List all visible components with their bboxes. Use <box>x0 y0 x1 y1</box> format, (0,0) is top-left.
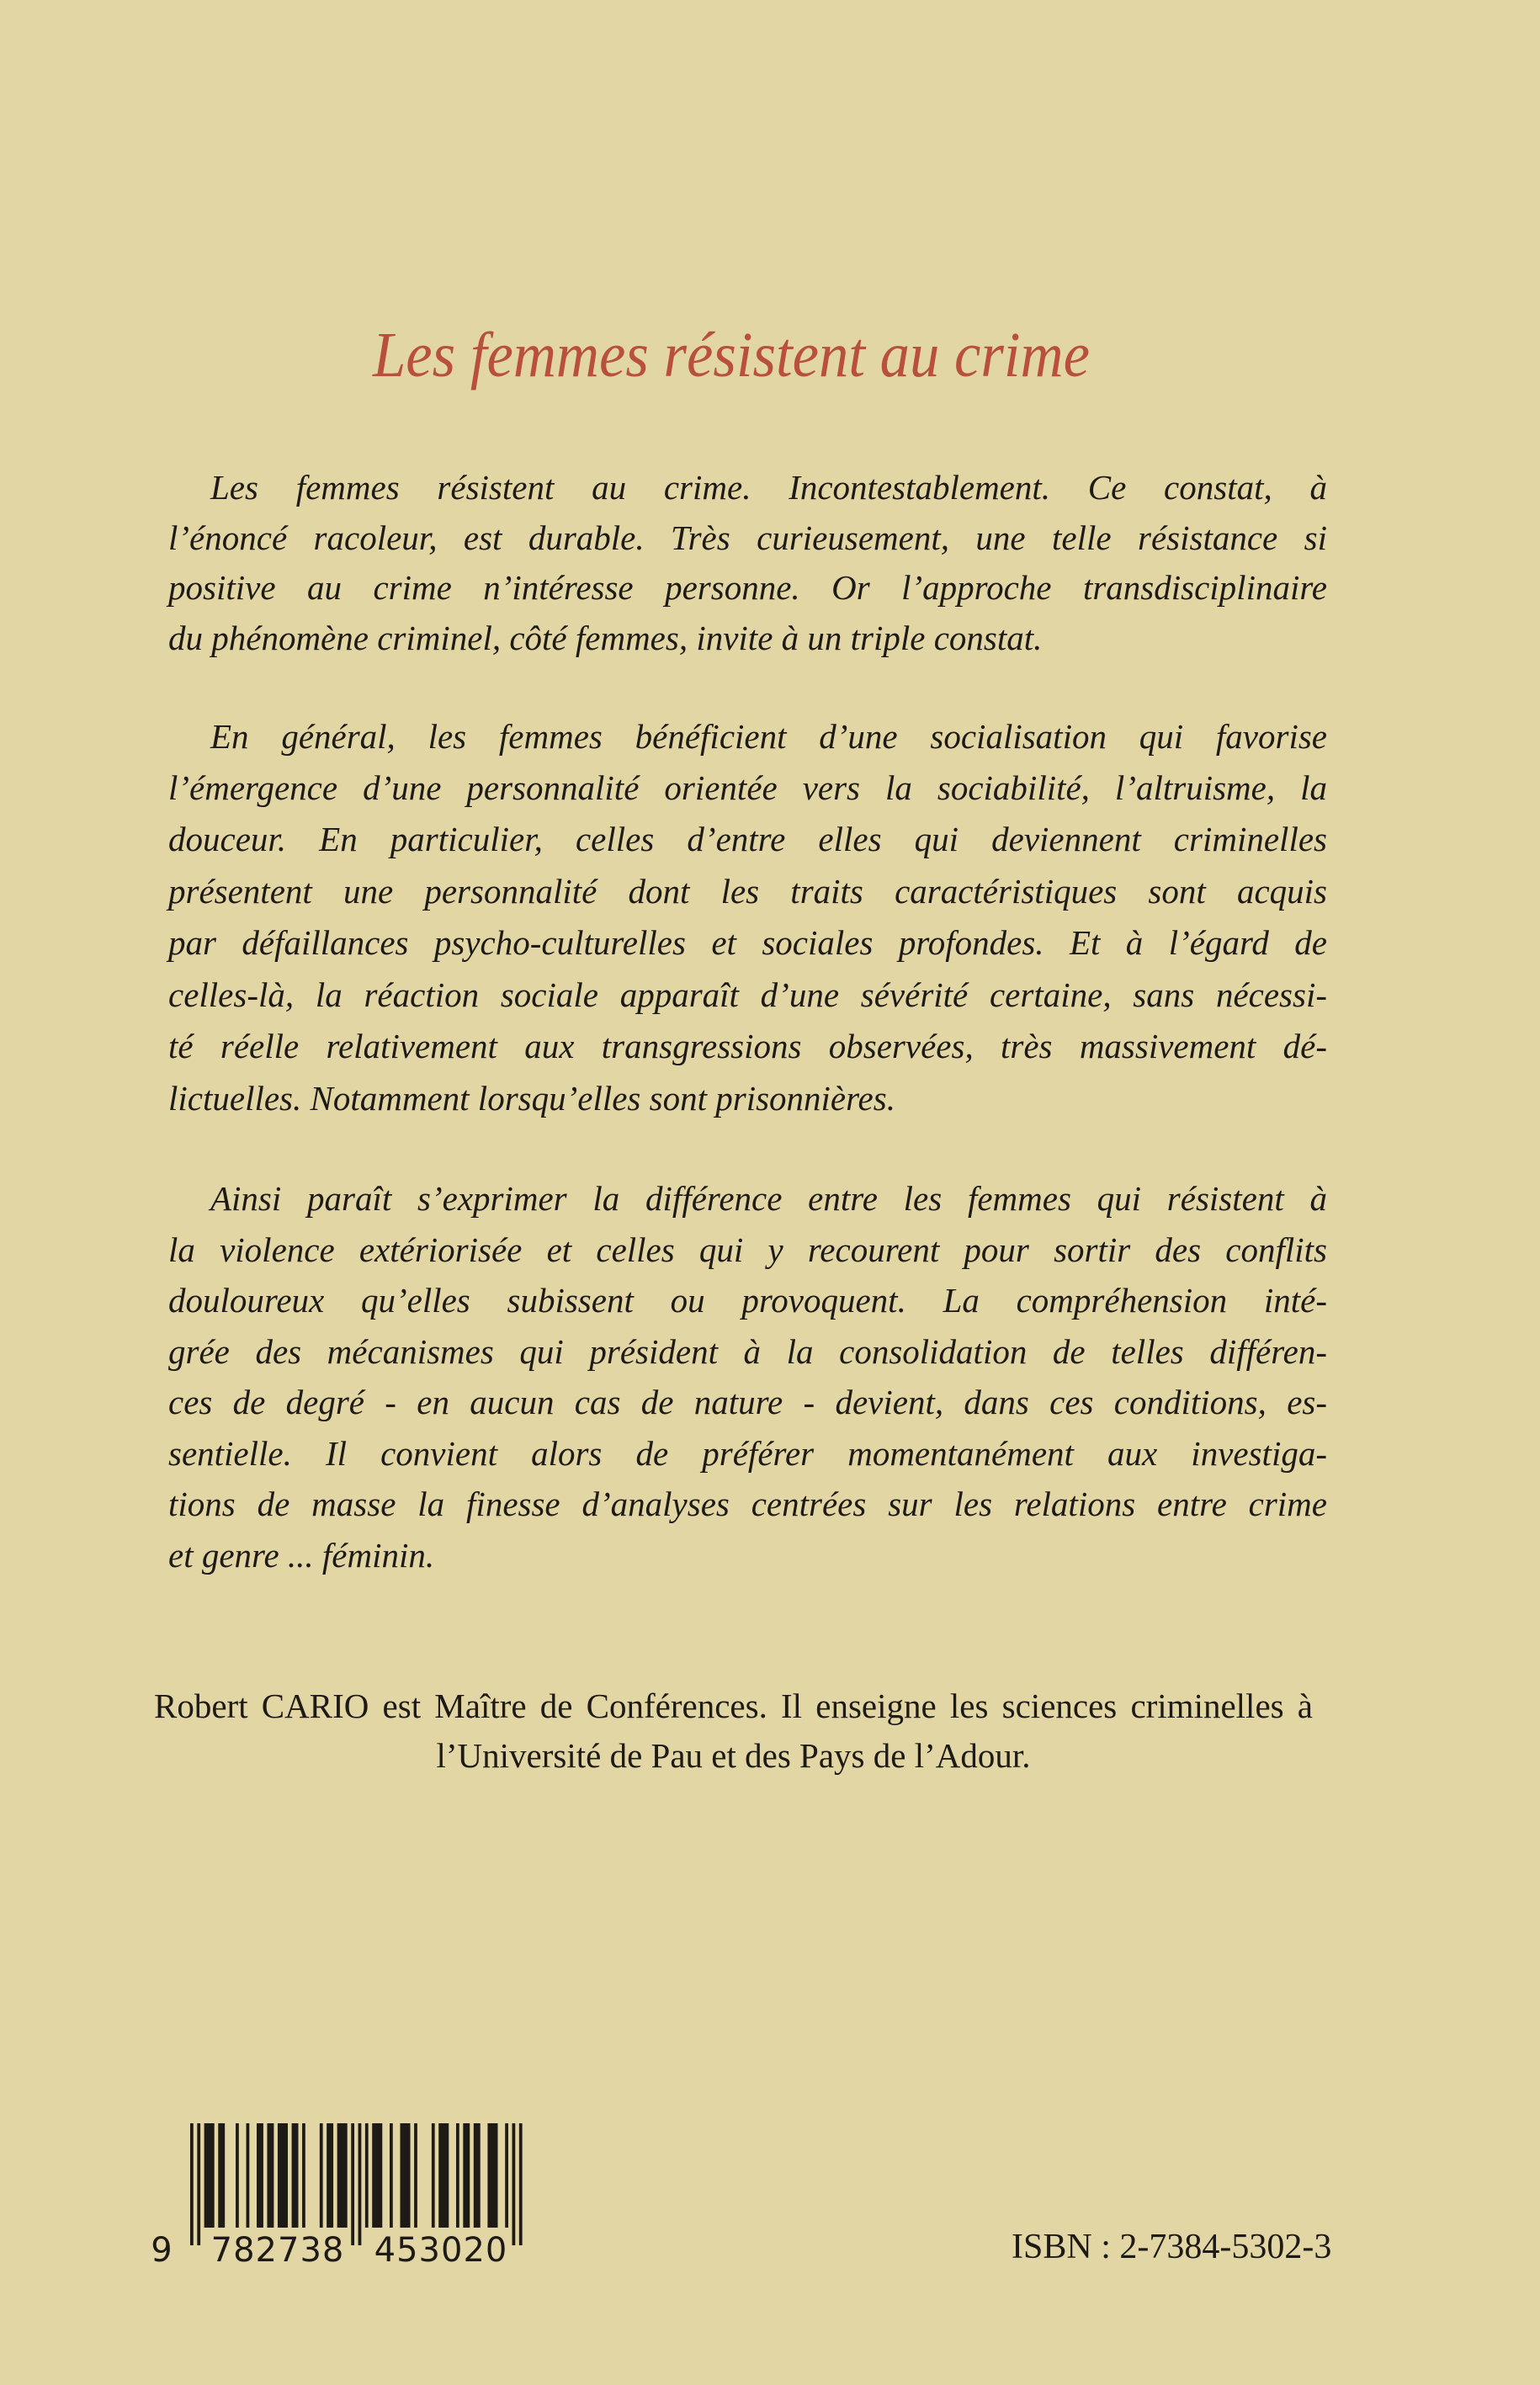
barcode-bar <box>414 2123 417 2228</box>
blurb-line: Ainsi paraît s’exprimer la différence entre les femmes qui résistent à <box>210 1179 1327 1218</box>
barcode-bar <box>236 2123 239 2228</box>
barcode-bar <box>365 2123 369 2228</box>
blurb-line: du phénomène criminel, côté femmes, invite à un triple constat. <box>168 619 1043 657</box>
ean13-barcode <box>143 2117 539 2276</box>
blurb-line: par défaillances psycho-culturelles et sociales profondes. Et à l’égard de <box>168 923 1327 962</box>
blurb-line: ces de degré - en aucun cas de nature - devient, dans ces conditions, es- <box>168 1383 1327 1421</box>
blurb-line: l’énoncé racoleur, est durable. Très curieusement, une telle résistance si <box>168 518 1327 557</box>
book-title: Les femmes résistent au crime <box>373 320 1090 390</box>
barcode-bar <box>463 2123 470 2228</box>
barcode-bar <box>327 2123 333 2228</box>
blurb-line: Les femmes résistent au crime. Incontestablement. Ce constat, à <box>210 468 1327 507</box>
blurb-line: présentent une personnalité dont les traits caractéristiques sont acquis <box>168 872 1327 911</box>
barcode-bar <box>204 2123 215 2228</box>
blurb-line: grée des mécanismes qui président à la consolidation de telles différen- <box>168 1332 1327 1371</box>
barcode-bar <box>267 2123 273 2228</box>
barcode-bar <box>487 2123 497 2228</box>
barcode-guard-bar <box>519 2123 523 2245</box>
barcode-guard-bar <box>190 2123 194 2245</box>
barcode-bar <box>456 2123 459 2228</box>
barcode-bar <box>390 2123 393 2228</box>
barcode-guard-bar <box>358 2123 362 2245</box>
barcode-guard-bar <box>351 2123 354 2245</box>
barcode-digits-left: 782738 <box>210 2231 345 2270</box>
barcode-guard-bar <box>512 2123 516 2245</box>
barcode-bar <box>372 2123 382 2228</box>
blurb-line: té réelle relativement aux transgressions observées, très massivement dé- <box>168 1027 1327 1065</box>
blurb-line: douceur. En particulier, celles d’entre elles qui deviennent criminelles <box>168 820 1327 858</box>
barcode-bars <box>190 2123 523 2245</box>
barcode-bar <box>337 2123 348 2228</box>
blurb-line: douloureux qu’elles subissent ou provoquent. La compréhension inté- <box>168 1281 1327 1320</box>
blurb-line: la violence extériorisée et celles qui y recourent pour sortir des conflits <box>168 1230 1327 1269</box>
blurb-line: tions de masse la finesse d’analyses centrées sur les relations entre crime <box>168 1485 1327 1523</box>
barcode-bar <box>257 2123 263 2228</box>
barcode-digit-leading: 9 <box>151 2231 173 2270</box>
blurb-line: celles-là, la réaction sociale apparaît d’une sévérité certaine, sans nécessi- <box>168 975 1327 1014</box>
barcode-bar <box>292 2123 299 2228</box>
blurb-line: En général, les femmes bénéficient d’une socialisation qui favorise <box>210 717 1327 756</box>
barcode-bar <box>432 2123 435 2228</box>
blurb-line: positive au crime n’intéresse personne. Or l’approche transdisciplinaire <box>168 568 1327 607</box>
blurb-line: et genre ... féminin. <box>168 1536 435 1575</box>
barcode-bar <box>320 2123 323 2228</box>
barcode-bar <box>278 2123 288 2228</box>
barcode-bar <box>218 2123 225 2228</box>
blurb-line: lictuelles. Notamment lorsqu’elles sont prisonnières. <box>168 1079 895 1118</box>
barcode-guard-bar <box>197 2123 200 2245</box>
barcode-bar <box>400 2123 410 2228</box>
blurb-line: sentielle. Il convient alors de préférer momentanément aux investiga- <box>168 1434 1327 1473</box>
isbn-label: ISBN : 2-7384-5302-3 <box>1012 2228 1332 2266</box>
blurb-line: l’émergence d’une personnalité orientée vers la sociabilité, l’altruisme, la <box>168 768 1327 807</box>
author-bio-line: l’Université de Pau et des Pays de l’Adour. <box>436 1736 1031 1775</box>
barcode-bar <box>505 2123 508 2228</box>
barcode-bar <box>438 2123 449 2228</box>
barcode-digits-right: 453020 <box>374 2231 508 2270</box>
barcode-bar <box>302 2123 305 2228</box>
author-bio-line: Robert CARIO est Maître de Conférences. Il enseigne les sciences criminelles à <box>154 1686 1313 1725</box>
barcode-bar <box>474 2123 481 2228</box>
barcode-bar <box>247 2123 250 2228</box>
